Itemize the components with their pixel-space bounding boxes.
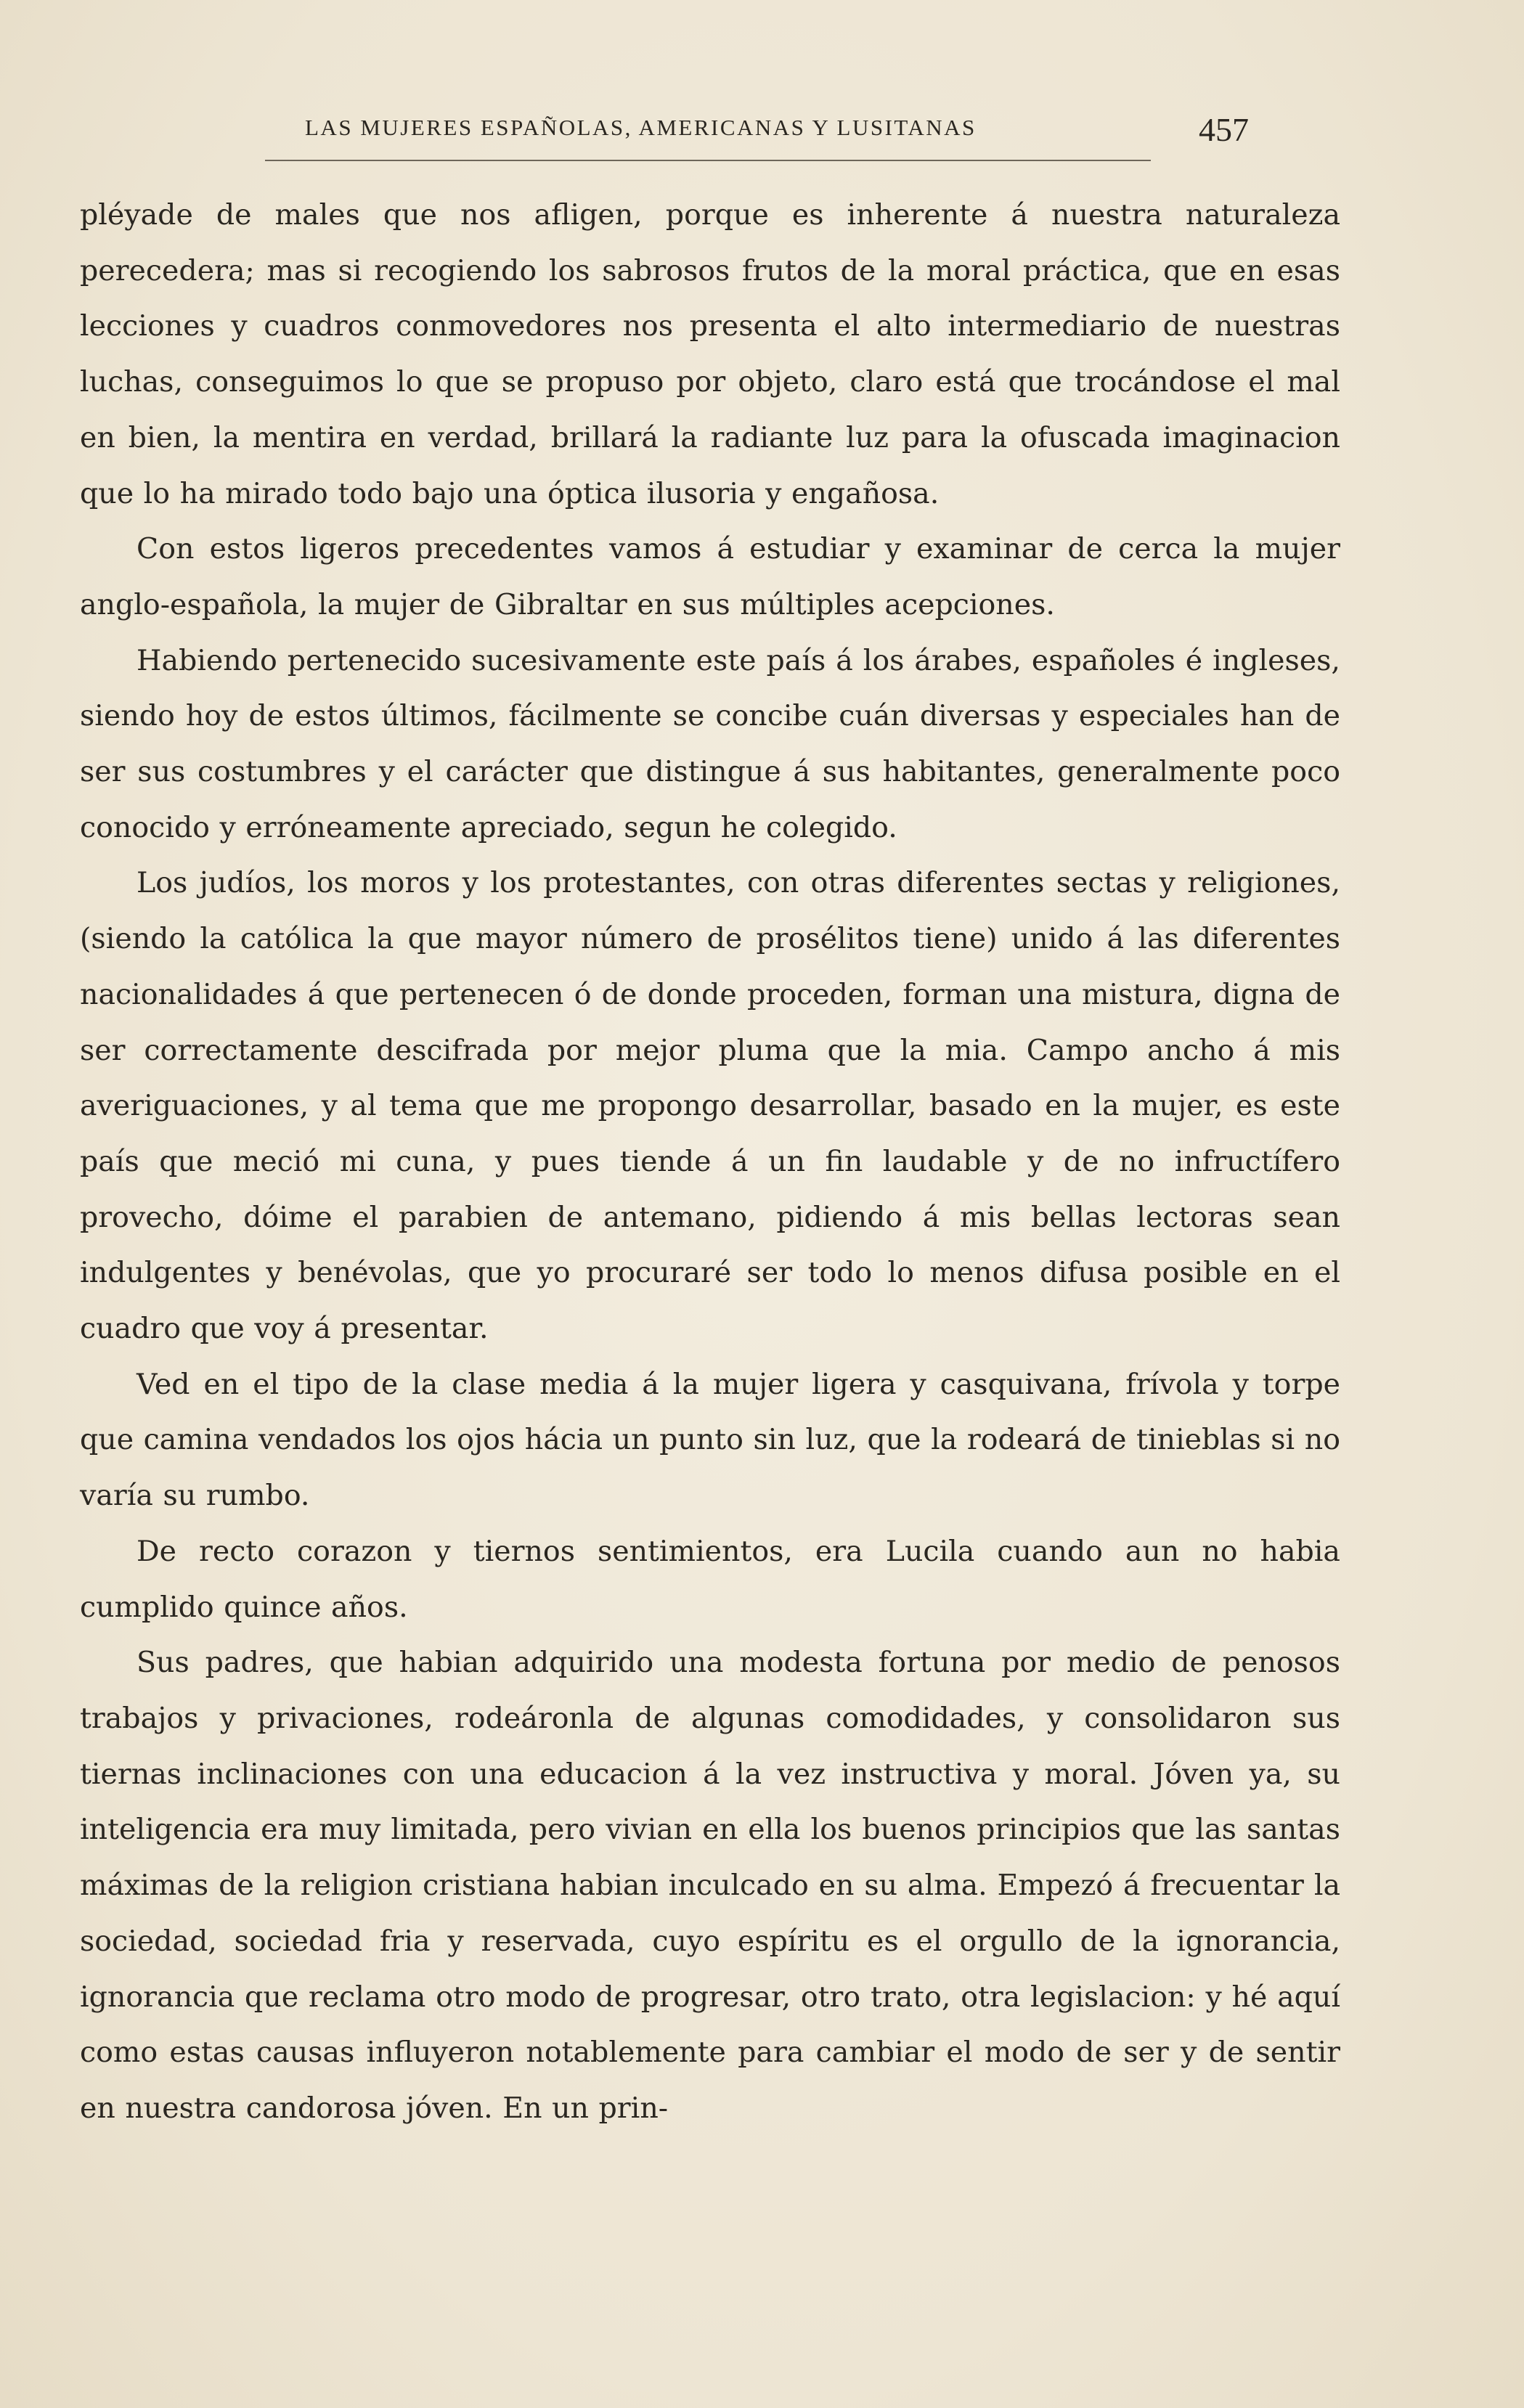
paragraph: pléyade de males que nos afligen, porque es inherente á nuestra naturaleza perecedera; mas si recogiendo los sabrosos frutos de la moral práctica, que en esas lecciones y cuadros conmovedores nos presenta el alto intermediario de nuestras luchas, conseguimos lo que se propuso por objeto, claro está que trocándose el mal en bien, la mentira en verdad, brillará la radiante luz para la ofuscada imaginacion que lo ha mirado todo bajo una óptica ilusoria y engañosa.: [80, 198, 1340, 510]
paragraph: De recto corazon y tiernos sentimientos, era Lucila cuando aun no habia cumplido quince años.: [80, 1534, 1340, 1624]
paragraph: Con estos ligeros precedentes vamos á estudiar y examinar de cerca la mujer anglo-española, la mujer de Gibraltar en sus múltiples acepciones.: [80, 532, 1340, 621]
paragraph: Habiendo pertenecido sucesivamente este país á los árabes, españoles é ingleses, siendo hoy de estos últimos, fácilmente se concibe cuán diversas y especiales han de ser sus costumbres y el carácter que distingue á sus habitantes, generalmente poco conocido y erróneamente apreciado, segun he colegido.: [80, 643, 1340, 844]
running-head: [305, 111, 1249, 158]
page-number: 457: [1199, 111, 1249, 148]
body-text: [80, 187, 1340, 2136]
paragraph: Ved en el tipo de la clase media á la mujer ligera y casquivana, frívola y torpe que camina vendados los ojos hácia un punto sin luz, que la rodeará de tinieblas si no varía su rumbo.: [80, 1367, 1340, 1513]
running-title: LAS MUJERES ESPAÑOLAS, AMERICANAS Y LUSITANAS: [305, 115, 977, 140]
paragraph: Sus padres, que habian adquirido una modesta fortuna por medio de penosos trabajos y privaciones, rodeáronla de algunas comodidades, y consolidaron sus tiernas inclinaciones con una educacion á la vez instructiva y moral. Jóven ya, su inteligencia era muy limitada, pero vivian en ella los buenos principios que las santas máximas de la religion cristiana habian inculcado en su alma. Empezó á frecuentar la sociedad, sociedad fria y reservada, cuyo espíritu es el orgullo de la ignorancia, ignorancia que reclama otro modo de progresar, otro trato, otra legislacion: y hé aquí como estas causas influyeron notablemente para cambiar el modo de ser y de sentir en nuestra candorosa jóven. En un prin-: [80, 1646, 1340, 2125]
paragraph: Los judíos, los moros y los protestantes, con otras diferentes sectas y religiones, (siendo la católica la que mayor número de prosélitos tiene) unido á las diferentes nacionalidades á que pertenecen ó de donde proceden, forman una mistura, digna de ser correctamente descifrada por mejor pluma que la mia. Campo ancho á mis averiguaciones, y al tema que me propongo desarrollar, basado en la mujer, es este país que meció mi cuna, y pues tiende á un fin laudable y de no infructífero provecho, dóime el parabien de antemano, pidiendo á mis bellas lectoras sean indulgentes y benévolas, que yo procuraré ser todo lo menos difusa posible en el cuadro que voy á presentar.: [80, 866, 1340, 1346]
header-rule: [265, 160, 1151, 161]
